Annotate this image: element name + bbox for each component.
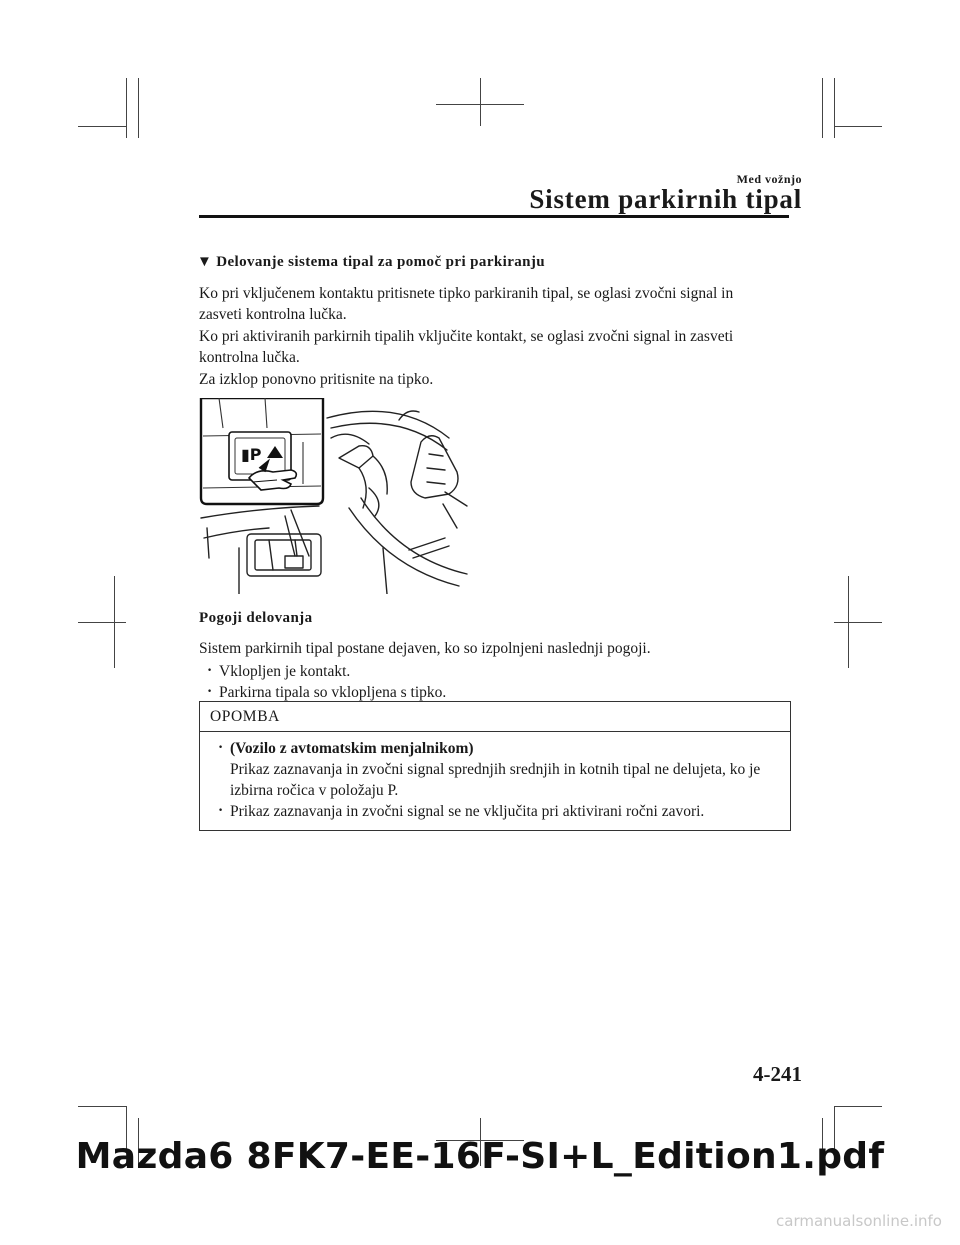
paragraph-line: Ko pri vključenem kontaktu pritisnete tipko parkiranih tipal, se oglasi zvočni signal in (199, 284, 734, 302)
main-content (199, 252, 799, 703)
note-item-bold: (Vozilo z avtomatskim menjalnikom) (230, 740, 474, 757)
footer-filename: Mazda6 8FK7-EE-16F-SI+L_Edition1.pdf (75, 1136, 885, 1177)
note-item: · Prikaz zaznavanja in zvočni signal se ne vključita pri aktivirani ročni zavori. (218, 801, 780, 822)
section-heading-text: Delovanje sistema tipal za pomoč pri parkiranju (216, 254, 546, 270)
watermark: carmanualsonline.info (776, 1212, 942, 1230)
note-box (199, 701, 791, 831)
paragraph-line: kontrolna lučka. (199, 349, 300, 366)
section-heading (197, 252, 799, 274)
list-item: · Vklopljen je kontakt. (207, 661, 799, 682)
note-body (200, 732, 790, 830)
chapter-label: Med vožnjo (736, 172, 802, 186)
intro-paragraph (199, 283, 799, 391)
note-item-line: Prikaz zaznavanja in zvočni signal sprednjih srednjih in kotnih tipal ne delujeta, ko je (230, 761, 761, 778)
conditions-heading: Pogoji delovanja (199, 610, 313, 626)
svg-text:▮P: ▮P (241, 445, 262, 464)
paragraph-line: Ko pri aktiviranih parkirnih tipalih vključite kontakt, se oglasi zvočni signal in zasveti (199, 327, 734, 345)
title-divider (199, 215, 789, 218)
note-item-line: izbirna ročica v položaju P. (230, 782, 399, 799)
conditions-list (207, 661, 799, 703)
conditions-intro: Sistem parkirnih tipal postane dejaven, ko so izpolnjeni naslednji pogoji. (199, 639, 651, 657)
paragraph-line: Za izklop ponovno pritisnite na tipko. (199, 370, 434, 388)
paragraph-line: zasveti kontrolna lučka. (199, 306, 347, 323)
note-title: OPOMBA (200, 702, 790, 732)
parking-sensor-switch-illustration (199, 398, 469, 594)
section-title: Sistem parkirnih tipal (529, 184, 802, 214)
list-item: · Parkirna tipala so vklopljena s tipko. (207, 682, 799, 703)
page-number: 4-241 (753, 1062, 802, 1086)
note-item (218, 738, 780, 801)
triangle-bullet-icon: ▼ (197, 254, 213, 270)
dashboard-illustration (199, 398, 469, 594)
